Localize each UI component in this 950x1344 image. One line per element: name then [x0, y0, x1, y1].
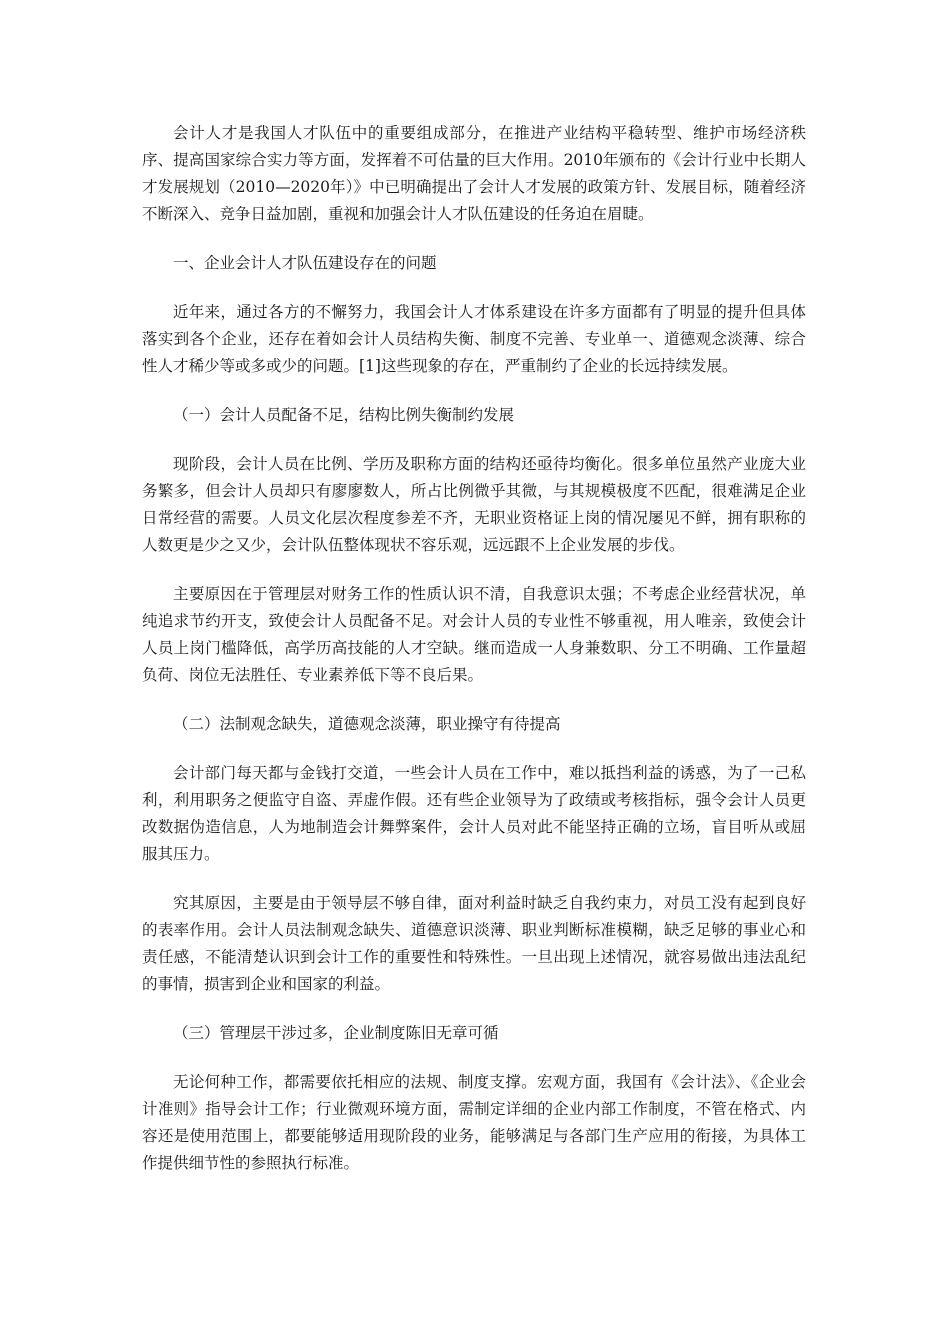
subsection-heading-3: （三）管理层干涉过多，企业制度陈旧无章可循 [173, 1024, 499, 1042]
paragraph-regulation: 无论何种工作，都需要依托相应的法规、制度支撑。宏观方面，我国有《会计法》、《企业会计准则》指导会计工作；行业微观环境方面，需制定详细的企业内部工作制度，不管在格式、内容还是使用范围上，都要能够适用现阶段的业务，能够满足与各部门生产应用的衔接，为具体工作提供细节性的参照执行标准。 [142, 1073, 806, 1172]
paragraph-ethics-causes: 究其原因，主要是由于领导层不够自律，面对利益时缺乏自我约束力，对员工没有起到良好的表率作用。会计人员法制观念缺失、道德意识淡薄、职业判断标准模糊，缺乏足够的事业心和责任感，不能清楚认识到会计工作的重要性和特殊性。一旦出现上述情况，就容易做出违法乱纪的事情，损害到企业和国家的利益。 [142, 894, 806, 993]
document-body [142, 120, 806, 1199]
section-heading-1: 一、企业会计人才队伍建设存在的问题 [173, 254, 437, 272]
subsection-heading-2: （二）法制观念缺失，道德观念淡薄，职业操守有待提高 [173, 715, 561, 733]
paragraph-ethics-status: 会计部门每天都与金钱打交道，一些会计人员在工作中，难以抵挡利益的诱惑，为了一己私利，利用职务之便监守自盗、弄虚作假。还有些企业领导为了政绩或考核指标，强令会计人员更改数据伪造信息，人为地制造会计舞弊案件，会计人员对此不能坚持正确的立场，盲目听从或屈服其压力。 [142, 764, 806, 863]
paragraph-staffing-status: 现阶段，会计人员在比例、学历及职称方面的结构还亟待均衡化。很多单位虽然产业庞大业务繁多，但会计人员却只有廖廖数人，所占比例微乎其微，与其规模极度不匹配，很难满足企业日常经营的需要。人员文化层次程度参差不齐，无职业资格证上岗的情况屡见不鲜，拥有职称的人数更是少之又少，会计队伍整体现状不容乐观，远远跟不上企业发展的步伐。 [142, 455, 806, 554]
paragraph-overview: 近年来，通过各方的不懈努力，我国会计人才体系建设在许多方面都有了明显的提升但具体落实到各个企业，还存在着如会计人员结构失衡、制度不完善、专业单一、道德观念淡薄、综合性人才稀少等或多或少的问题。[1]这些现象的存在，严重制约了企业的长远持续发展。 [142, 303, 806, 375]
subsection-heading-1: （一）会计人员配备不足，结构比例失衡制约发展 [173, 406, 515, 424]
paragraph-intro: 会计人才是我国人才队伍中的重要组成部分，在推进产业结构平稳转型、维护市场经济秩序、提高国家综合实力等方面，发挥着不可估量的巨大作用。2010年颁布的《会计行业中长期人才发展规划（2010—2020年）》中已明确提出了会计人才发展的政策方针、发展目标，随着经济不断深入、竞争日益加剧，重视和加强会计人才队伍建设的任务迫在眉睫。 [142, 124, 806, 223]
paragraph-staffing-causes: 主要原因在于管理层对财务工作的性质认识不清，自我意识太强；不考虑企业经营状况，单纯追求节约开支，致使会计人员配备不足。对会计人员的专业性不够重视，用人唯亲，致使会计人员上岗门槛降低，高学历高技能的人才空缺。继而造成一人身兼数职、分工不明确、工作量超负荷、岗位无法胜任、专业素养低下等不良后果。 [142, 585, 806, 684]
